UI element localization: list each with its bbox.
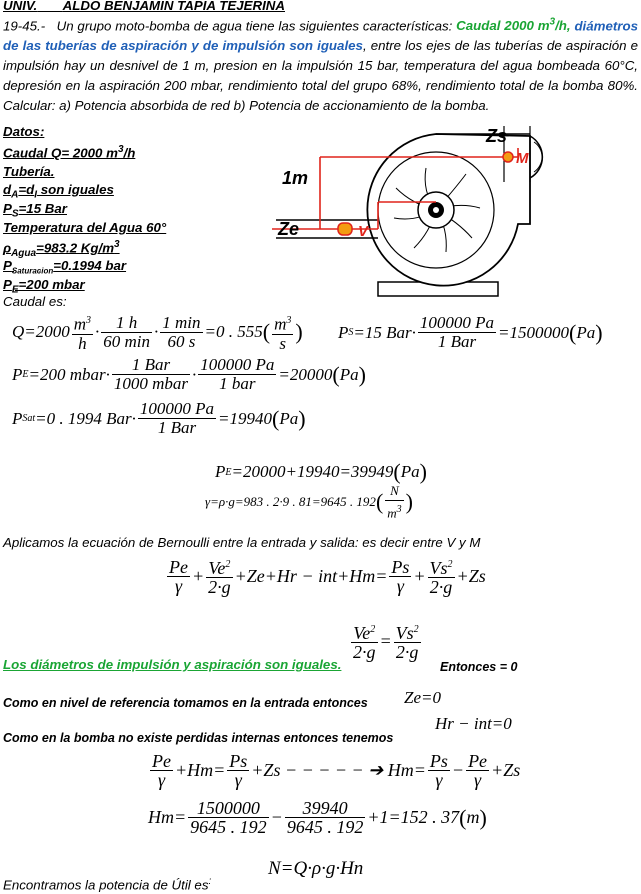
header-author: ALDO BENJAMIN TAPIA TEJERINA	[62, 0, 285, 13]
text-bernoulli: Aplicamos la ecuación de Bernoulli entre la entrada y salida: es decir entre V y M	[3, 535, 481, 550]
label-1m: 1m	[282, 168, 309, 188]
label-v: V	[358, 223, 369, 240]
eq-gamma: γ=ρ·g=983 . 2·9 . 81=9645 . 192 ( $\frac{N}{m^3}$ )	[205, 483, 413, 521]
text-diametros-iguales: Los diámetros de impulsión y aspiración son iguales.	[3, 657, 342, 672]
vacuometer-v-marker	[338, 223, 352, 235]
eq-potencia: N=Q·ρ·g·Hn	[268, 858, 364, 879]
datos-pe: $P_E=200$ mbar	[3, 277, 85, 296]
eq-psat: P Sat =0 . 1994 Bar· $\frac{100000 Pa}{\text{1 Bar}}$ =19940 ( Pa )	[12, 399, 306, 437]
datos-tuberia: Tubería.	[3, 164, 55, 179]
datos-title: Datos:	[3, 124, 45, 139]
eq-pe: P E =200 mbar· $\frac{\text{1 Bar}}{\text{1000 mbar}}$ · $\frac{100000 Pa}{\text{1 bar}}$ =20000 ( Pa )	[12, 355, 366, 393]
header-school: UNIV.	[3, 0, 38, 13]
discharge-gauge-loop	[530, 136, 542, 178]
eq-hm-result: Hm= $\frac{1500000}{9645 . 192}$ − $\frac{39940}{9645 . 192}$ +1=152 . 37 ( m )	[148, 798, 487, 837]
datos-caudal: Caudal Q= 2000 $m^3/h$	[3, 144, 136, 161]
problem-statement	[3, 13, 638, 116]
problem-part2: , entre los ejes de las tuberías de aspiración e impulsión hay un desnivel de 1 m, presion en la impulsión 15 bar, temperatura del agua bombeada 60°C, depresión en la aspiración 200 mbar, rendimiento total del grupo 68%, rendimiento total de la bomba 80%. Calcular: a) Potencia absorbida de red b) Potencia de accionamiento de la bomba.	[3, 38, 638, 114]
eq-bernoulli: $\frac{Pe}{\gamma}$ + $\frac{Ve^2}{2\cdot g}$ +Ze+Hr − int+Hm= $\frac{Ps}{\gamma}$ + $\frac{Vs^2}{2\cdot g}$ +Zs	[169, 556, 486, 597]
eq-velocities: $\frac{Ve^2}{2\cdot g}$ = $\frac{Vs^2}{2\cdot g}$	[353, 623, 419, 662]
datos-densidad: $\rho_{Agua}=983.2$ $Kg/m^3$	[3, 239, 120, 260]
eq-hm-derivation: $\frac{Pe}{\gamma}$ +Hm= $\frac{Ps}{\gamma}$ +Zs − − − − − ➔ Hm= $\frac{Ps}{\gamma}$ − $\frac{Pe}{\gamma}$ +Zs	[152, 751, 521, 790]
datos-ps: $P_S=15$ Bar	[3, 201, 67, 220]
manometer-m-marker	[503, 152, 513, 162]
pump-diagram	[268, 122, 628, 300]
eq-pe-total: P E =20000+19940=39949 ( Pa )	[215, 459, 427, 484]
problem-number: 19-45.-	[3, 18, 46, 34]
datos-diametros: $d_A=d_I$ son iguales	[3, 182, 114, 201]
highlight-diametros: diámetros de las tuberías de aspiración y de impulsión son iguales	[3, 18, 638, 54]
text-bomba-sin-perdidas: Como en la bomba no existe perdidas internas entonces tenemos	[3, 731, 394, 745]
header	[3, 0, 285, 13]
datos-psat: $P_{Saturacion}=0.1994$ bar	[3, 258, 127, 276]
eq-ze-zero: Ze=0	[404, 688, 441, 707]
label-m: M	[516, 150, 529, 167]
text-entonces-cero: Entonces = 0	[440, 660, 518, 674]
label-ze: Ze	[278, 219, 300, 239]
label-zs: Zs	[486, 126, 508, 146]
text-nivel-referencia: Como en nivel de referencia tomamos en la entrada entonces	[3, 696, 368, 710]
eq-caudal: Q=2000 $\frac{m^3}{h}$ · $\frac{1 h}{60 \min}$ · $\frac{1 \min}{60 s}$ =0 . 555 ( $\frac{m^3}{s}$ )	[12, 312, 303, 353]
highlight-caudal: Caudal 2000 $m^3/h$,	[456, 17, 571, 34]
eq-ps: P S =15 Bar· $\frac{100000 Pa}{\text{1 Bar}}$ =1500000 ( Pa )	[338, 313, 603, 351]
datos-temperatura: Temperatura del Agua 60°	[3, 220, 167, 235]
text-potencia-util: Encontramos la potencia de Útil es:	[3, 876, 212, 893]
datos-caudal-es: Caudal es:	[3, 294, 67, 309]
problem-part1: Un grupo moto-bomba de agua tiene las siguientes características:	[56, 18, 453, 34]
eq-hr-zero: Hr − int=0	[435, 714, 512, 733]
